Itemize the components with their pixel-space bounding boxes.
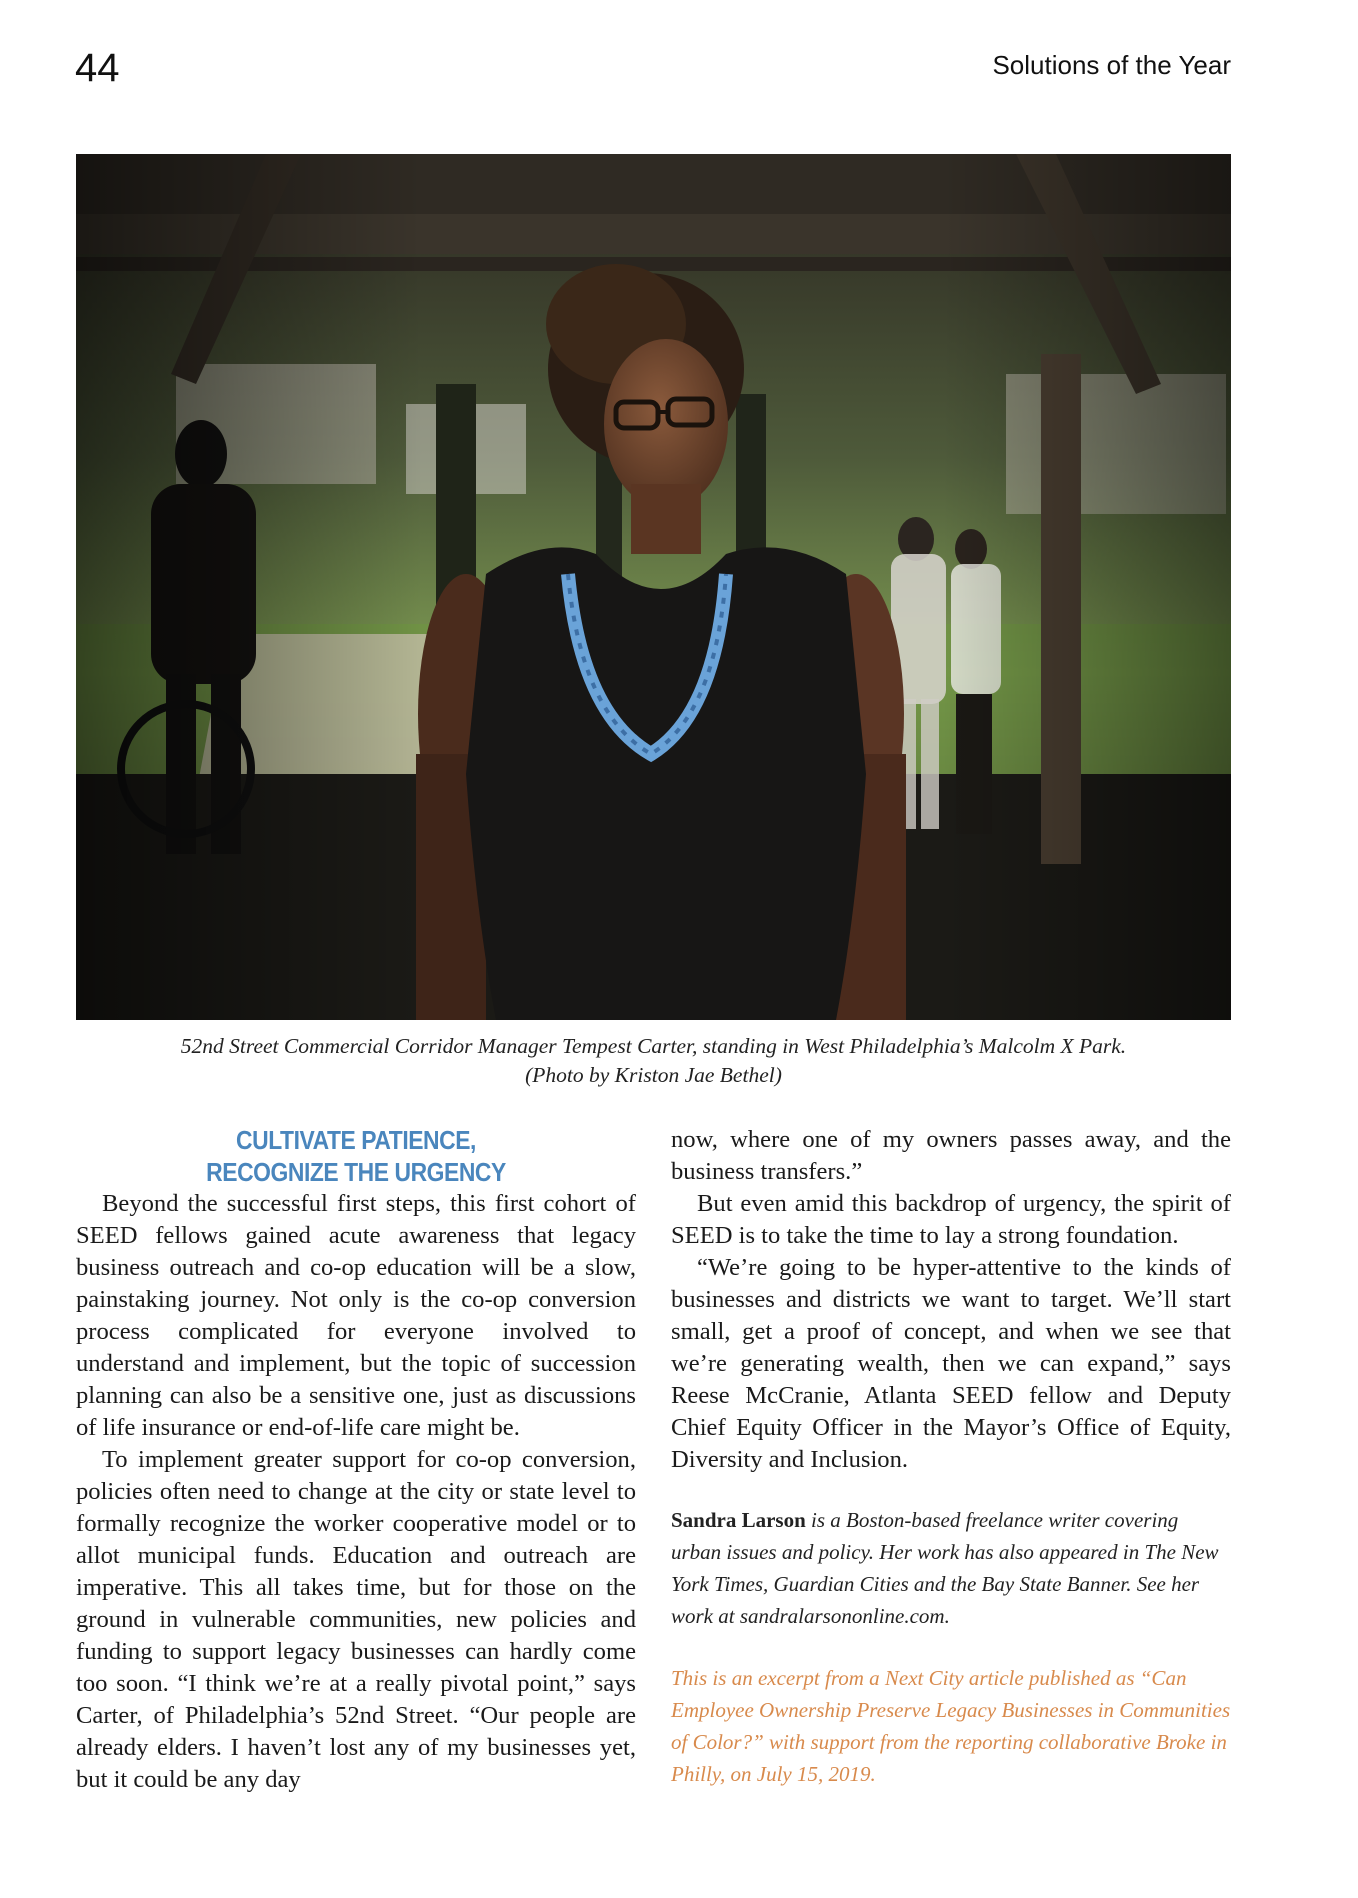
photo-credit: (Photo by Kriston Jae Bethel) bbox=[525, 1063, 782, 1087]
body-paragraph: now, where one of my owners passes away, and the business transfers.” bbox=[671, 1126, 1231, 1185]
article-photo bbox=[76, 154, 1231, 1020]
author-name: Sandra Larson bbox=[671, 1508, 806, 1532]
heading-line-2: RECOGNIZE THE URGENCY bbox=[206, 1157, 506, 1187]
body-paragraph: But even amid this backdrop of urgency, the spirit of SEED is to take the time to lay a strong foundation. bbox=[671, 1190, 1231, 1249]
section-title: Solutions of the Year bbox=[992, 50, 1231, 80]
body-paragraph: To implement greater support for co-op conversion, policies often need to change at the city or state level to formally recognize the worker cooperative model or to allot municipal funds. Education and outreach are imperative. This all takes time, but for those on the ground in vulnerable communities, new policies and funding to support legacy businesses can hardly come too soon. “I think we’re at a really pivotal point,” says Carter, of Philadelphia’s 52nd Street. “Our people are already elders. I haven’t lost any of my businesses yet, but it could be any day bbox=[76, 1446, 636, 1793]
excerpt-note: This is an excerpt from a Next City article published as “Can Employee Ownership Preserve Legacy Businesses in Communities of Color?” with support from the reporting collaborative Broke in Philly, on July 15, 2019. bbox=[671, 1666, 1231, 1786]
photo-caption bbox=[76, 1032, 1231, 1090]
caption-text: 52nd Street Commercial Corridor Manager Tempest Carter, standing in West Philadelphia’s Malcolm X Park. bbox=[180, 1034, 1127, 1058]
author-bio bbox=[671, 1504, 1231, 1632]
article-column-right bbox=[671, 1124, 1231, 1811]
page-number: 44 bbox=[75, 46, 120, 90]
heading-line-1: CULTIVATE PATIENCE, bbox=[236, 1125, 476, 1155]
body-paragraph: Beyond the successful first steps, this first cohort of SEED fellows gained acute awareness that legacy business outreach and co-op education will be a slow, painstaking journey. Not only is the co-op conversion process complicated for everyone involved to understand and implement, but the topic of succession planning can also be a sensitive one, just as discussions of life insurance or end-of-life care might be. bbox=[76, 1190, 636, 1441]
portrait-illustration bbox=[76, 154, 1231, 1020]
article-column-left bbox=[76, 1124, 636, 1796]
author-bio-text: is a Boston-based freelance writer covering urban issues and policy. Her work has also appeared in The New York Times, Guardian Cities and the Bay State Banner. See her work at sandralarsononline.com. bbox=[671, 1508, 1219, 1628]
section-heading bbox=[110, 1124, 603, 1188]
body-paragraph: “We’re going to be hyper-attentive to the kinds of businesses and districts we want to target. We’ll start small, get a proof of concept, and when we see that we’re generating wealth, then we can expand,” says Reese McCranie, Atlanta SEED fellow and Deputy Chief Equity Officer in the Mayor’s Office of Equity, Diversity and Inclusion. bbox=[671, 1254, 1231, 1473]
